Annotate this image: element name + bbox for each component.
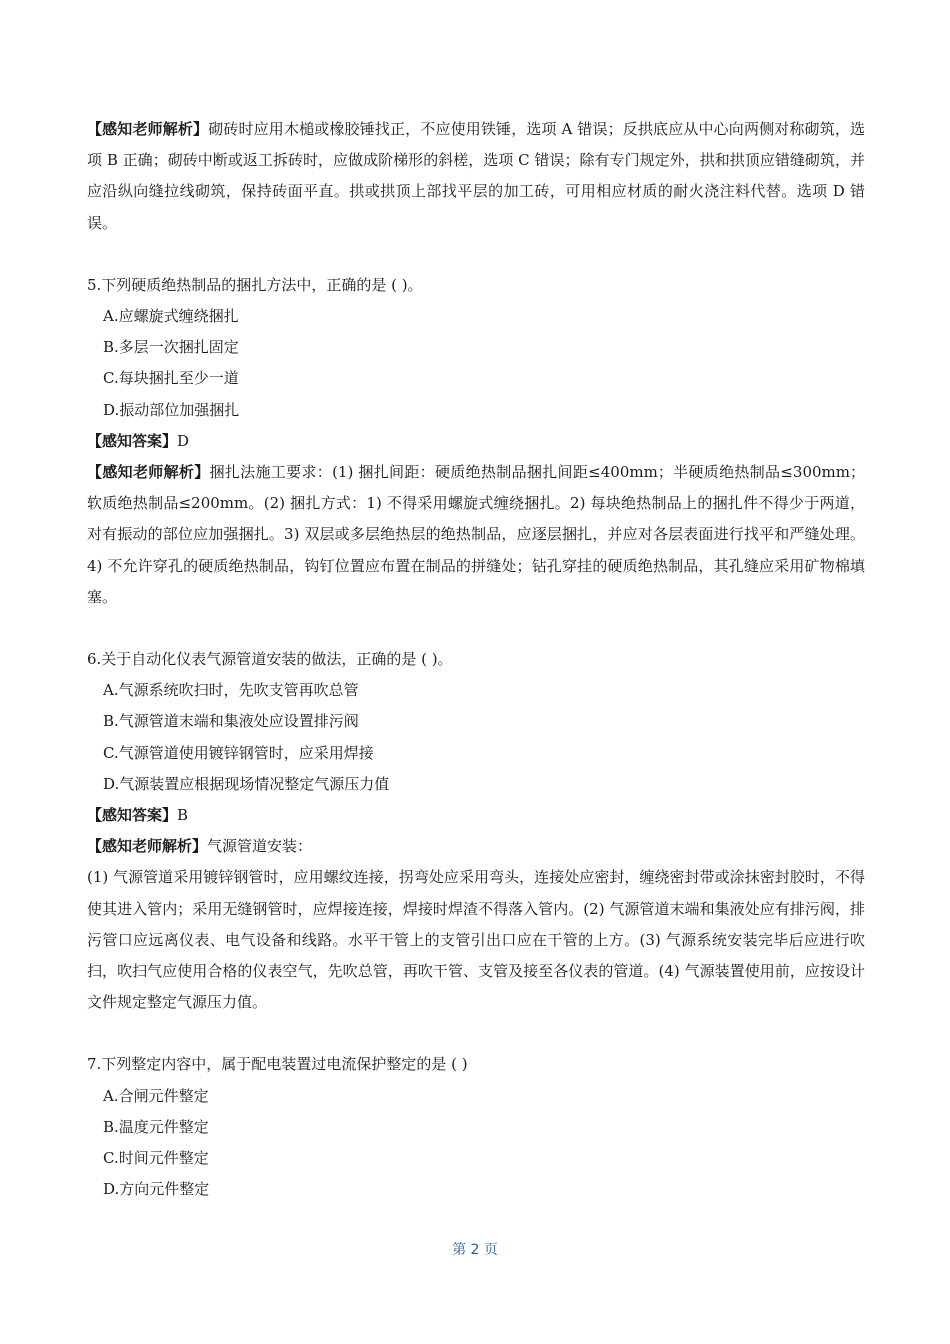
- analysis-tag: 【感知老师解析】: [87, 463, 210, 482]
- spacer: [87, 239, 865, 270]
- spacer: [87, 613, 865, 644]
- analysis-text: 砌砖时应用木槌或橡胶锤找正，不应使用铁锤，选项 A 错误；反拱底应从中心向两侧对称砌筑，选项 B 正确；砌砖中断或返工拆砖时，应做成阶梯形的斜槎，选项 C 错误；除有专门规定外，拱和拱顶应错缝砌筑，并应沿纵向缝拉线砌筑，保持砖面平直。拱或拱顶上部找平层的加工砖，可用相应材质的耐火浇注料代替。选项 D 错误。: [87, 120, 865, 232]
- question-5-option-c: C.每块捆扎至少一道: [103, 369, 239, 388]
- question-7-option-d: D.方向元件整定: [103, 1180, 210, 1199]
- question-5-option-d: D.振动部位加强捆扎: [103, 400, 240, 419]
- document-body: [87, 114, 865, 1206]
- analysis-text: 捆扎法施工要求：(1) 捆扎间距：硬质绝热制品捆扎间距≤400mm；半硬质绝热制品≤300mm；软质绝热制品≤200mm。(2) 捆扎方式：1) 不得采用螺旋式缠绕捆扎。2) 每块绝热制品上的捆扎件不得少于两道，对有振动的部位应加强捆扎。3) 双层或多层绝热层的绝热制品，应逐层捆扎，并应对各层表面进行找平和严缝处理。4) 不允许穿孔的硬质绝热制品，钩钉位置应布置在制品的拼缝处；钻孔穿挂的硬质绝热制品，其孔缝应采用矿物棉填塞。: [87, 463, 865, 606]
- question-5-option-b: B.多层一次捆扎固定: [103, 338, 239, 357]
- intro-analysis: [87, 114, 865, 239]
- analysis-tag: 【感知老师解析】: [87, 837, 208, 856]
- analysis-tag: 【感知老师解析】: [87, 120, 209, 138]
- answer-value: B: [177, 806, 189, 825]
- question-7-option-c: C.时间元件整定: [103, 1149, 209, 1168]
- question-6-stem: 6.关于自动化仪表气源管道安装的做法，正确的是 ( )。: [87, 650, 453, 669]
- question-7-stem: 7.下列整定内容中，属于配电装置过电流保护整定的是 ( ): [87, 1055, 468, 1074]
- question-6-option-a: A.气源系统吹扫时，先吹支管再吹总管: [103, 681, 359, 700]
- question-6-option-b: B.气源管道末端和集液处应设置排污阀: [103, 712, 359, 731]
- question-5-answer: [87, 426, 865, 457]
- question-7-option-b: B.温度元件整定: [103, 1117, 209, 1136]
- question-6-analysis: [87, 831, 865, 862]
- question-6-option-d: D.气源装置应根据现场情况整定气源压力值: [103, 774, 390, 793]
- analysis-text: 气源管道安装：: [207, 837, 313, 856]
- page-number: 第 2 页: [452, 1242, 498, 1258]
- question-6-analysis-detail: (1) 气源管道采用镀锌钢管时，应用螺纹连接，拐弯处应采用弯头，连接处应密封，缠绕密封带或涂抹密封胶时，不得使其进入管内；采用无缝钢管时，应焊接连接，焊接时焊渣不得落入管内。(2) 气源管道末端和集液处应有排污阀，排污管口应远离仪表、电气设备和线路。水平干管上的支管引出口应在干管的上方。(3) 气源系统安装完毕后应进行吹扫，吹扫气应使用合格的仪表空气，先吹总管，再吹干管、支管及接至各仪表的管道。(4) 气源装置使用前，应按设计文件规定整定气源压力值。: [87, 868, 865, 1012]
- answer-tag: 【感知答案】: [87, 806, 178, 825]
- question-6-answer: [87, 800, 865, 831]
- question-5-option-a: A.应螺旋式缠绕捆扎: [103, 307, 239, 326]
- question-5-analysis: [87, 457, 865, 613]
- answer-tag: 【感知答案】: [87, 431, 178, 450]
- spacer: [87, 1018, 865, 1049]
- question-7-option-a: A.合闸元件整定: [103, 1086, 209, 1105]
- question-6-option-c: C.气源管道使用镀锌钢管时，应采用焊接: [103, 743, 374, 762]
- question-5-stem: 5.下列硬质绝热制品的捆扎方法中，正确的是 ( )。: [87, 275, 423, 294]
- answer-value: D: [177, 431, 190, 450]
